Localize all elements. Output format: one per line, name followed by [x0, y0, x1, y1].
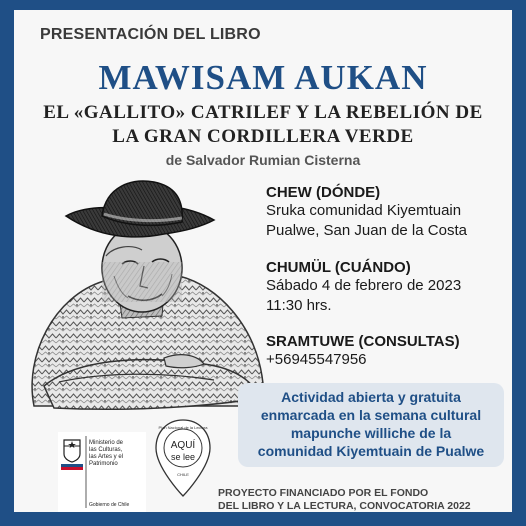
aqui-se-lee-logo [154, 418, 212, 500]
book-subtitle-line2: LA GRAN CORDILLERA VERDE [112, 126, 414, 147]
book-title: MAWISAM AUKAN [98, 58, 428, 97]
where-line1: Sruka comunidad Kiyemtuain [266, 202, 462, 219]
portrait-illustration [14, 176, 269, 436]
when-date: Sábado 4 de febrero de 2023 [266, 277, 462, 294]
footer-line1: PROYECTO FINANCIADO POR EL FONDO [218, 487, 429, 499]
event-type-label: PRESENTACIÓN DEL LIBRO [40, 26, 261, 43]
aqui-bottom-text: CHILE [177, 472, 189, 477]
activity-line3: mapunche williche de la [290, 425, 452, 441]
gobierno-de-chile-text: Gobierno de Chile [89, 502, 130, 508]
activity-line1: Actividad abierta y gratuita [281, 389, 461, 405]
contact-phone: +56945547956 [266, 351, 367, 368]
contact-section [266, 333, 516, 370]
ministry-name-line1: Ministerio de [89, 440, 124, 446]
where-line2: Pualwe, San Juan de la Costa [266, 222, 467, 239]
activity-line4: comunidad Kiyemtuain de Pualwe [257, 443, 485, 459]
ministry-name-line2: las Culturas, [89, 447, 123, 453]
activity-note-box [238, 383, 504, 467]
activity-line2: enmarcada en la semana cultural [260, 407, 482, 423]
contact-heading: SRAMTUWE (CONSULTAS) [266, 333, 460, 350]
book-author: de Salvador Rumian Cisterna [165, 152, 361, 168]
ministry-name-line4: Patrimonio [89, 461, 118, 467]
where-heading: CHEW (DÓNDE) [266, 184, 381, 201]
ministry-name-line3: las Artes y el [89, 454, 124, 460]
when-time: 11:30 hrs. [266, 297, 332, 314]
when-section [266, 259, 516, 316]
ministry-logo [58, 432, 146, 512]
where-section [266, 184, 516, 241]
aqui-arc-text: Plan Nacional de la Lectura [158, 425, 208, 430]
funding-footer [218, 487, 498, 513]
book-subtitle-line1: EL «GALLITO» CATRILEF Y LA REBELIÓN DE [43, 102, 483, 123]
se-lee-text: se lee [170, 452, 196, 462]
footer-line2: DEL LIBRO Y LA LECTURA, CONVOCATORIA 2022 [218, 500, 471, 512]
when-heading: CHUMÜL (CUÁNDO) [266, 259, 411, 276]
aqui-main-text: AQUÍ [170, 440, 196, 451]
